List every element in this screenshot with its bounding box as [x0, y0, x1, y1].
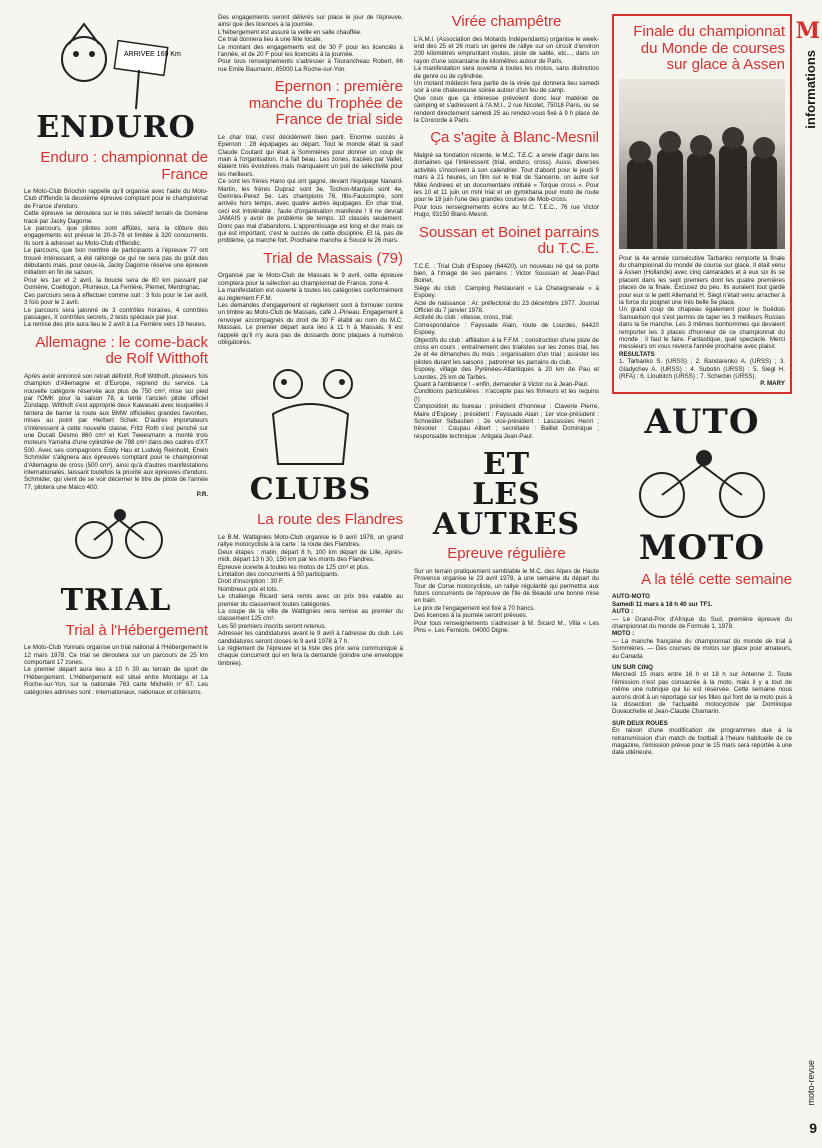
- results-text: 1. Tarbanko S. (URSS) ; 2. Bandarenko A. (URSS) ; 3. Gladychev A. (URSS) ; 4. Subotin (URSS) ; 5. Siegl H. (RFA) ; 6. Lioubitch (URSS) ; 7. Scherbin (URSS).: [619, 358, 785, 380]
- paragraph: Deux étapes : matin, départ 8 h, 100 km départ de Lille, Après-midi, départ 13 h 30, 150 km par les monts des Flandres.: [218, 548, 403, 564]
- paragraph: La remise des prix aura lieu le 2 avril à La Ferrière vers 19 heures.: [24, 321, 207, 329]
- paragraph: Limitation des concurrents à 50 participants.: [218, 570, 340, 578]
- tele-block-text: — Le Grand-Prix d'Afrique du Sud, première épreuve du championnat du monde de Formule 1, 1978.: [612, 615, 792, 630]
- auto-moto-drawing: [612, 440, 792, 530]
- paragraph: Le montant des engagements est de 30 F pour les licenciés à l'année, et de 20 F pour les licenciés à la journée.: [218, 43, 403, 59]
- paragraph: Un grand coup de chapeau également pour le Suédois Samuelson qui s'est permis de taper les 3 meilleurs Russes dans la 5e manche. Les 3 mêmes bonhommes qui devaient remporter les 3 places d'honneur de ce championnat du monde : il faut le faire. Fantastique, quel spectacle. Merci messieurs on vous reverra l'année prochaine avec plaisir.: [619, 306, 785, 351]
- paragraph: Le Moto-Club Briochin rappelle qu'il organise avec l'aide du Moto-Club d'Iffendic la deuxième épreuve comptant pour le championnat de France d'enduro.: [24, 188, 208, 210]
- enduro-illustration: [24, 14, 208, 114]
- blanc-body: [414, 152, 599, 219]
- paragraph: Conditions particulières : n'accepte pas les frimeurs et les requins (!): [414, 388, 599, 403]
- clubs-illustration: [218, 354, 403, 474]
- section-label: informations: [803, 50, 818, 129]
- column-4: [612, 14, 792, 757]
- paragraph: La manifestation sera ouverte à toutes les motos, sans distinction de genre ou de cylindrée.: [414, 65, 599, 80]
- paragraph: Le parcours sera jalonné de 3 contrôles horaires, 4 contrôles passages, X contrôles secrets, 2 tests spéciaux par jour.: [24, 306, 208, 321]
- paragraph: Acte de naissance : Ar. préfectoral du 23 décembre 1977. Journal Officiel du 7 janvier 1978.: [414, 299, 599, 314]
- riders-photo: [619, 79, 785, 249]
- enduro-sign-text: ARRIVEE 160 Km: [124, 51, 181, 58]
- paragraph: Un motard médecin fera partie de la virée qui donnera lieu samedi soir à une chaleureuse soirée autour d'un feu de camp.: [414, 79, 599, 95]
- trial-body: [24, 644, 208, 696]
- finale-signature: P. MARY: [760, 380, 785, 388]
- soussan-title: Soussan et Boinet parrains du T.C.E.: [418, 223, 599, 258]
- finale-box: [612, 14, 792, 394]
- paragraph: Le règlement de l'épreuve et la liste des prix sera communiqué à chaque concurrent qui en fera la demande (joindre une enveloppe timbrée).: [218, 645, 403, 667]
- paragraph: Les 50 premiers inscrits seront retenus.: [218, 622, 327, 630]
- paragraph: Objectifs du club : affiliation à la F.F.M. ; construction d'une piste de cross en cours ; entraînement des trialistes sur les zones trial, les 2e et 4e dimanches du mois ; organisation d'un trial ; assister les pilotes durant les saisons ; patronner les parrains du club.: [414, 336, 599, 366]
- massais-body: [218, 272, 403, 346]
- page-sidebar: [796, 0, 822, 1148]
- viree-title: Virée champêtre: [451, 13, 562, 30]
- tele-block-head: AUTO :: [612, 608, 634, 616]
- paragraph: Le char trial, c'est décidément bien parti. Enorme succès à Epernon : 28 équipages au départ. Tout le monde était là sauf Claude Coutard qui était à Sommières pour donner un coup de main à l'organisation. Il a fait beau. Les zones, tracées par Vallet, étaient très évolutives mais manquaient un poil de sélectivité pour les meilleurs.: [218, 133, 403, 178]
- paragraph: Activité du club : vitesse, cross, trial.: [414, 314, 514, 322]
- viree-body: [414, 36, 599, 125]
- column-2: [218, 14, 403, 667]
- blanc-title: Ça s'agite à Blanc-Mesnil: [430, 129, 599, 147]
- paragraph: Que ceux que ça intéresse prévoient donc leur matériel de camping et s'adressent à l'A.M.I., 2 rue Nicolet, 75018 Paris, ou se rendent directement samedi 25 au rendez-vous fixé à 9 h place de la Concorde à Paris.: [414, 94, 599, 124]
- reguliere-body: [414, 568, 599, 635]
- paragraph: Le Moto-Club Yonnais organise un trial national à l'Hébergement le 12 mars 1978. Ce trial se déroulera sur un parcours de 25 km comportant 17 zones.: [24, 644, 208, 666]
- paragraph: Des engagements seront délivrés sur place le jour de l'épreuve, ainsi que des licences à la journée.: [218, 14, 403, 29]
- paragraph: Le parcours, que bon nombre de participants à l'épreuve 77 ont trouvé intéressant, a été rallongé ce qui ne sera pas du goût des débutants mais, pour ceux-là, Jacky Dagorne réserve une épreuve initiation en fin de saison.: [24, 247, 208, 277]
- paragraph: Le challenge Ricard sera remis avec un prix très valable au premier du classement toutes catégories.: [218, 593, 403, 608]
- paragraph: Pour tous renseignements s'adresser à Tourancheau Robert, 66 rue Emile Baumann, 85000 La Roche-sur-Yon.: [218, 58, 403, 73]
- paragraph: Le parcours, que pilotes sont affûtés, sera la clôture des engagements est prévue le 20-3-78 et limitée à 320 concurrents. Ils sont à adresser au Moto-Club d'Iffendic.: [24, 225, 208, 247]
- allemagne-signature: P.R.: [196, 491, 208, 499]
- paragraph: Le premier départ aura lieu à 10 h 30 au terrain de sport de l'Hébergement. L'Hébergement est situé entre Montaigu et La Roche-sur-Yon, sur la nationale 763 carte Michelin n° 67. Les catégories admises sont : internationaux, nationaux et critériums.: [24, 666, 208, 696]
- tele-block-head: SUR DEUX ROUES: [612, 719, 668, 727]
- paragraph: Pour la 4e année consécutive Tarbanko remporte la finale du championnat du monde de course sur glace. Il était venu à Assen (Hollande) avec cinq camarades et à eux six ils se placent dans les sept premiers dont les quatre premières places de la finale. Excusez du peu. Ils auraient tout gardé pour eux si le petit Allemand H. Siegl n'était venu arracher à la force du poignet une très belle 5e place.: [619, 254, 785, 306]
- tele-body: [612, 593, 792, 757]
- paragraph: Cette épreuve se déroulera sur le très sélectif terrain de Gomène tracé par Jacky Dagorne.: [24, 210, 208, 225]
- autres-logo-line3: AUTRES: [432, 507, 581, 543]
- soussan-body: [414, 263, 599, 441]
- enduro-title: Enduro : championnat de France: [40, 149, 208, 183]
- paragraph: Après avoir annoncé son retrait définitif, Rolf Witthoft, plusieurs fois champion d'Allemagne et d'Europe, reprend du service. La nouvelle catégorie réservée aux plus de 750 cm³, mise sur pied par l'OMK pour la saison 78, a tenté l'ancien pilote officiel Zündapp. Witthoft s'est approprié deux Kawasaki avec lesquelles il tentera de barrer la route aux BMW officielles grandes favorites, mises au point par Herbert Schek. D'autres importateurs s'intéressent à cette nouvelle classe. Fritz Roth s'est penché sur une Ducati Desmo 860 cm³ et Kurt Tweesmann a monté trois moteurs Yamaha d'une cylindrée de 798 cm³ dans des cadres d'XT 500. Avec ses compagnons Eddy Hau et Ludwig Reinhold, Erwin Schmider s'alignera aux épreuves comptant pour le championnat d'Allemagne de cross (500 cm³), ainsi qu'à d'autres manifestations internationales, laissant toutefois la priorité aux épreuves d'enduro. Schmider, qui vient de se voir décerner le titre de pilote de l'année 77, pilotera une Maico 400.: [24, 372, 208, 491]
- paragraph: Organisé par le Moto-Club de Massais le 9 avril, cette épreuve comptera pour la sélection au championnat de France, zone 4.: [218, 272, 403, 287]
- auto-moto-illustration: [612, 401, 792, 568]
- trial-illustration: [24, 505, 208, 585]
- enduro-body: [24, 188, 208, 329]
- paragraph: Malgré sa fondation récente, le M.C. T.E.C. a envie d'agir dans les domaines qui l'intéressent (trial, enduro, cross). Aussi, diverses activités s'inscrivent à son calendrier. Tout d'abord pour le jeudi 9 mars à 21 heures, un film sur le trial de Sancerre, un autre sur Mike Andrews et un documentaire intitulé « Torque cross ». Pour les 10 et 11 juin un mini trial et un gymkhana pour moto de route pour le 18 juin l'une des grandes courses de Mob-cross.: [414, 151, 599, 204]
- results-label: RESULTATS: [619, 350, 655, 358]
- column-3: [414, 14, 599, 634]
- moto-logo: MOTO: [638, 527, 766, 568]
- allemagne-body: [24, 373, 208, 499]
- autres-logo-line2: LES: [472, 477, 541, 513]
- paragraph: Adresser les candidatures avant le 9 avril à l'adresse du club. Les candidatures seront closes le 9 avril 1978 à 7 h.: [218, 630, 403, 645]
- paragraph: L'hébergement est assuré la veille en salle chauffée.: [218, 28, 362, 36]
- paragraph: Ce sont les frères Hano qui ont gagné, devant l'équipage Nanard-Martin, les frères Dupraz sont 3e, Tochon-Marquis sont 4e, Gemries-Perez 5e. Les champions 76, Iltis-Faucompre, sont arrivés hors temps, avec quatre autres équipages. En char trial, ceci est intolérable : faute d'organisation manifeste ! Il ne devrait JAMAIS y avoir de problème de temps. 10 classés seulement. Donc pas mal d'abandons. L'apprentissage est long et dur mais ce qui est important, c'est le succès de cette discipline. Et là, pas de problème, ça marche fort. Prochaine manche à Soucé le 26 mars.: [218, 178, 403, 245]
- paragraph: Nombreux prix et lots.: [218, 585, 279, 593]
- massais-title: Trial de Massais (79): [263, 249, 403, 267]
- trial-logo: TRIAL: [60, 582, 172, 618]
- enduro-logo: ENDURO: [36, 110, 196, 145]
- flandres-title: La route des Flandres: [257, 511, 403, 529]
- paragraph: Le B.M. Wattignies Moto-Club organise le 9 avril 1978, un grand rallye motocycliste à la carte : la route des Flandres.: [218, 533, 403, 549]
- paragraph: Correspondance : Fayssade Alain, route de Lourdes, 64420 Espoey.: [414, 321, 599, 337]
- page-number: 9: [809, 1120, 817, 1136]
- paragraph: Pour les 1er et 2 avril, la boucle sera de 80 km passant par Gomène, Coetlogon, Plumieux, La Ferrière, Plemet, Merdrignac.: [24, 276, 208, 292]
- allemagne-title: Allemagne : le come-back de Rolf Witthoft: [35, 333, 208, 368]
- clubs-logo: CLUBS: [249, 472, 372, 508]
- paragraph: Pour tous renseignements s'adresser à M. Sicard M., Villa « Les Pins », Les Ferréols, 04000 Digne.: [414, 619, 599, 635]
- paragraph: Espoey, village des Pyrénées-Atlantiques à 20 km de Pau et Lourdes, 25 km de Tarbes.: [414, 366, 599, 381]
- paragraph: Composition du bureau : président d'honneur : Claverie Pierre, Maire d'Espoey ; président : Fayssade Alain ; 1er vice-président : Schneider Sébastien ; 2e vice-président : Lascassies Henri ; trésorier : Coupau Albert ; secrétaire : Baillet Dominique ; responsable technique : Artigala Jean-Paul.: [414, 403, 599, 440]
- paragraph: La coupe de la ville de Wattignies sera remise au premier du classement 125 cm³.: [218, 607, 403, 623]
- trial-title: Trial à l'Hébergement: [65, 621, 208, 639]
- epernon-title: Epernon : première manche du Trophée de France de trial side: [248, 78, 403, 129]
- paragraph: Siège du club : Camping Restaurant « La Chataigneraie » à Espoey.: [414, 284, 599, 300]
- auto-logo: AUTO: [644, 401, 760, 442]
- paragraph: La manifestation est ouverte à toutes les catégories conformément au règlement F.F.M.: [218, 287, 403, 302]
- tele-title: A la télé cette semaine: [641, 570, 792, 588]
- magazine-logo-icon: M: [795, 18, 820, 44]
- paragraph: Sur un terrain pratiquement semblable le M.C. des Alpes de Haute Provence organise le 23 avril 1978, à une semaine du départ du Tour de Corse motocycliste, un rallye régularité qui permettra aux futurs concurrents de l'épreuve de l'Ile de Beauté une bonne mise en train.: [414, 567, 599, 605]
- tele-block-text: Mercredi 15 mars entre 16 h et 18 h sur Antenne 2. Toute l'émission n'est pas consacrée à la moto, mais il y a tout de même une rubrique qui lui est réservée. Cette semaine nous aurons droit à un reportage sur les filles qui font de la moto puis à la dissection de l'actualité motocycliste par Dominique Duvauchelle et Jean-Claude Chamarin.: [612, 671, 792, 716]
- tele-block-head: MOTO :: [612, 630, 635, 638]
- paragraph: Pour tous renseignements écrire au M.C. T.E.C., 76 rue Victor Hugo, 93150 Blanc-Mesnil.: [414, 203, 599, 219]
- paragraph: Droit d'inscription : 30 F.: [218, 578, 284, 586]
- magazine-name: moto-revue: [806, 1060, 816, 1106]
- tele-block-text: En raison d'une modification de programmes due à la retransmission d'un match de football à l'heure habituelle de ce magazine, l'émission prévue pour le 15 mars sera reportée à une date ultérieure.: [612, 727, 792, 757]
- finale-body: [619, 255, 785, 388]
- paragraph: Des licences à la journée seront prévues.: [414, 612, 528, 620]
- tele-block-text: — La manche française du championnat du monde de trial à Sommières. — Des courses de motos sur glace pour amateurs, au Canada.: [612, 637, 792, 660]
- paragraph: L'A.M.I. (Association des Motards Indépendants) organise le week-end des 25 et 26 mars un genre de rallye sur un circuit d'environ 200 kilomètres empruntant routes, piste de sable, etc..., dans un rayon d'une soixantaine de kilomètres autour de Paris.: [414, 35, 599, 65]
- paragraph: Ces parcours sera à effectuer comme suit : 3 fois pour le 1er avril, 3 fois pour le 2 avril.: [24, 291, 208, 307]
- trial-continuation: [218, 14, 403, 73]
- paragraph: Epreuve ouverte à toutes les motos de 125 cm³ et plus.: [218, 563, 370, 571]
- paragraph: Ce trial donnera lieu à une fête locale.: [218, 36, 323, 44]
- autres-logo-line1: ET: [482, 447, 531, 483]
- paragraph: Le prix de l'engagement est fixé à 70 francs.: [414, 604, 536, 612]
- column-1: [24, 14, 208, 696]
- paragraph: T.C.E. : Trial Club d'Espoey (64420), un nouveau né qui se porte bien, à l'image de ses parrains : Victor Soussan et Jean-Paul Boinet.: [414, 262, 599, 285]
- tele-block-text: Samedi 11 mars à 18 h 40 sur TF1.: [612, 600, 713, 608]
- autres-logo: [414, 447, 599, 543]
- reguliere-title: Epreuve régulière: [447, 545, 566, 563]
- tele-block-head: UN SUR CINQ: [612, 663, 653, 671]
- finale-title: Finale du championnat du Monde de courses sur glace à Assen: [633, 23, 785, 73]
- tele-block-head: AUTO-MOTO: [612, 593, 650, 601]
- epernon-body: [218, 134, 403, 245]
- paragraph: Quant à l'ambiance ! - enfin, demander à Victor ou à Jean-Paul.: [414, 381, 589, 389]
- flandres-body: [218, 534, 403, 667]
- paragraph: Les demandes d'engagement et règlement sont à formuler contre un timbre au Moto-Club de Massais, café J.-Pineau. Engagement à renvoyer accompagnés du droit de 30 F établi au nom du M.C. Massais. Le premier départ aura lieu à 11 h à Massais. Il est rappelé qu'il n'y aura pas de dossards donc plaques à numéros obligatoires.: [218, 301, 403, 346]
